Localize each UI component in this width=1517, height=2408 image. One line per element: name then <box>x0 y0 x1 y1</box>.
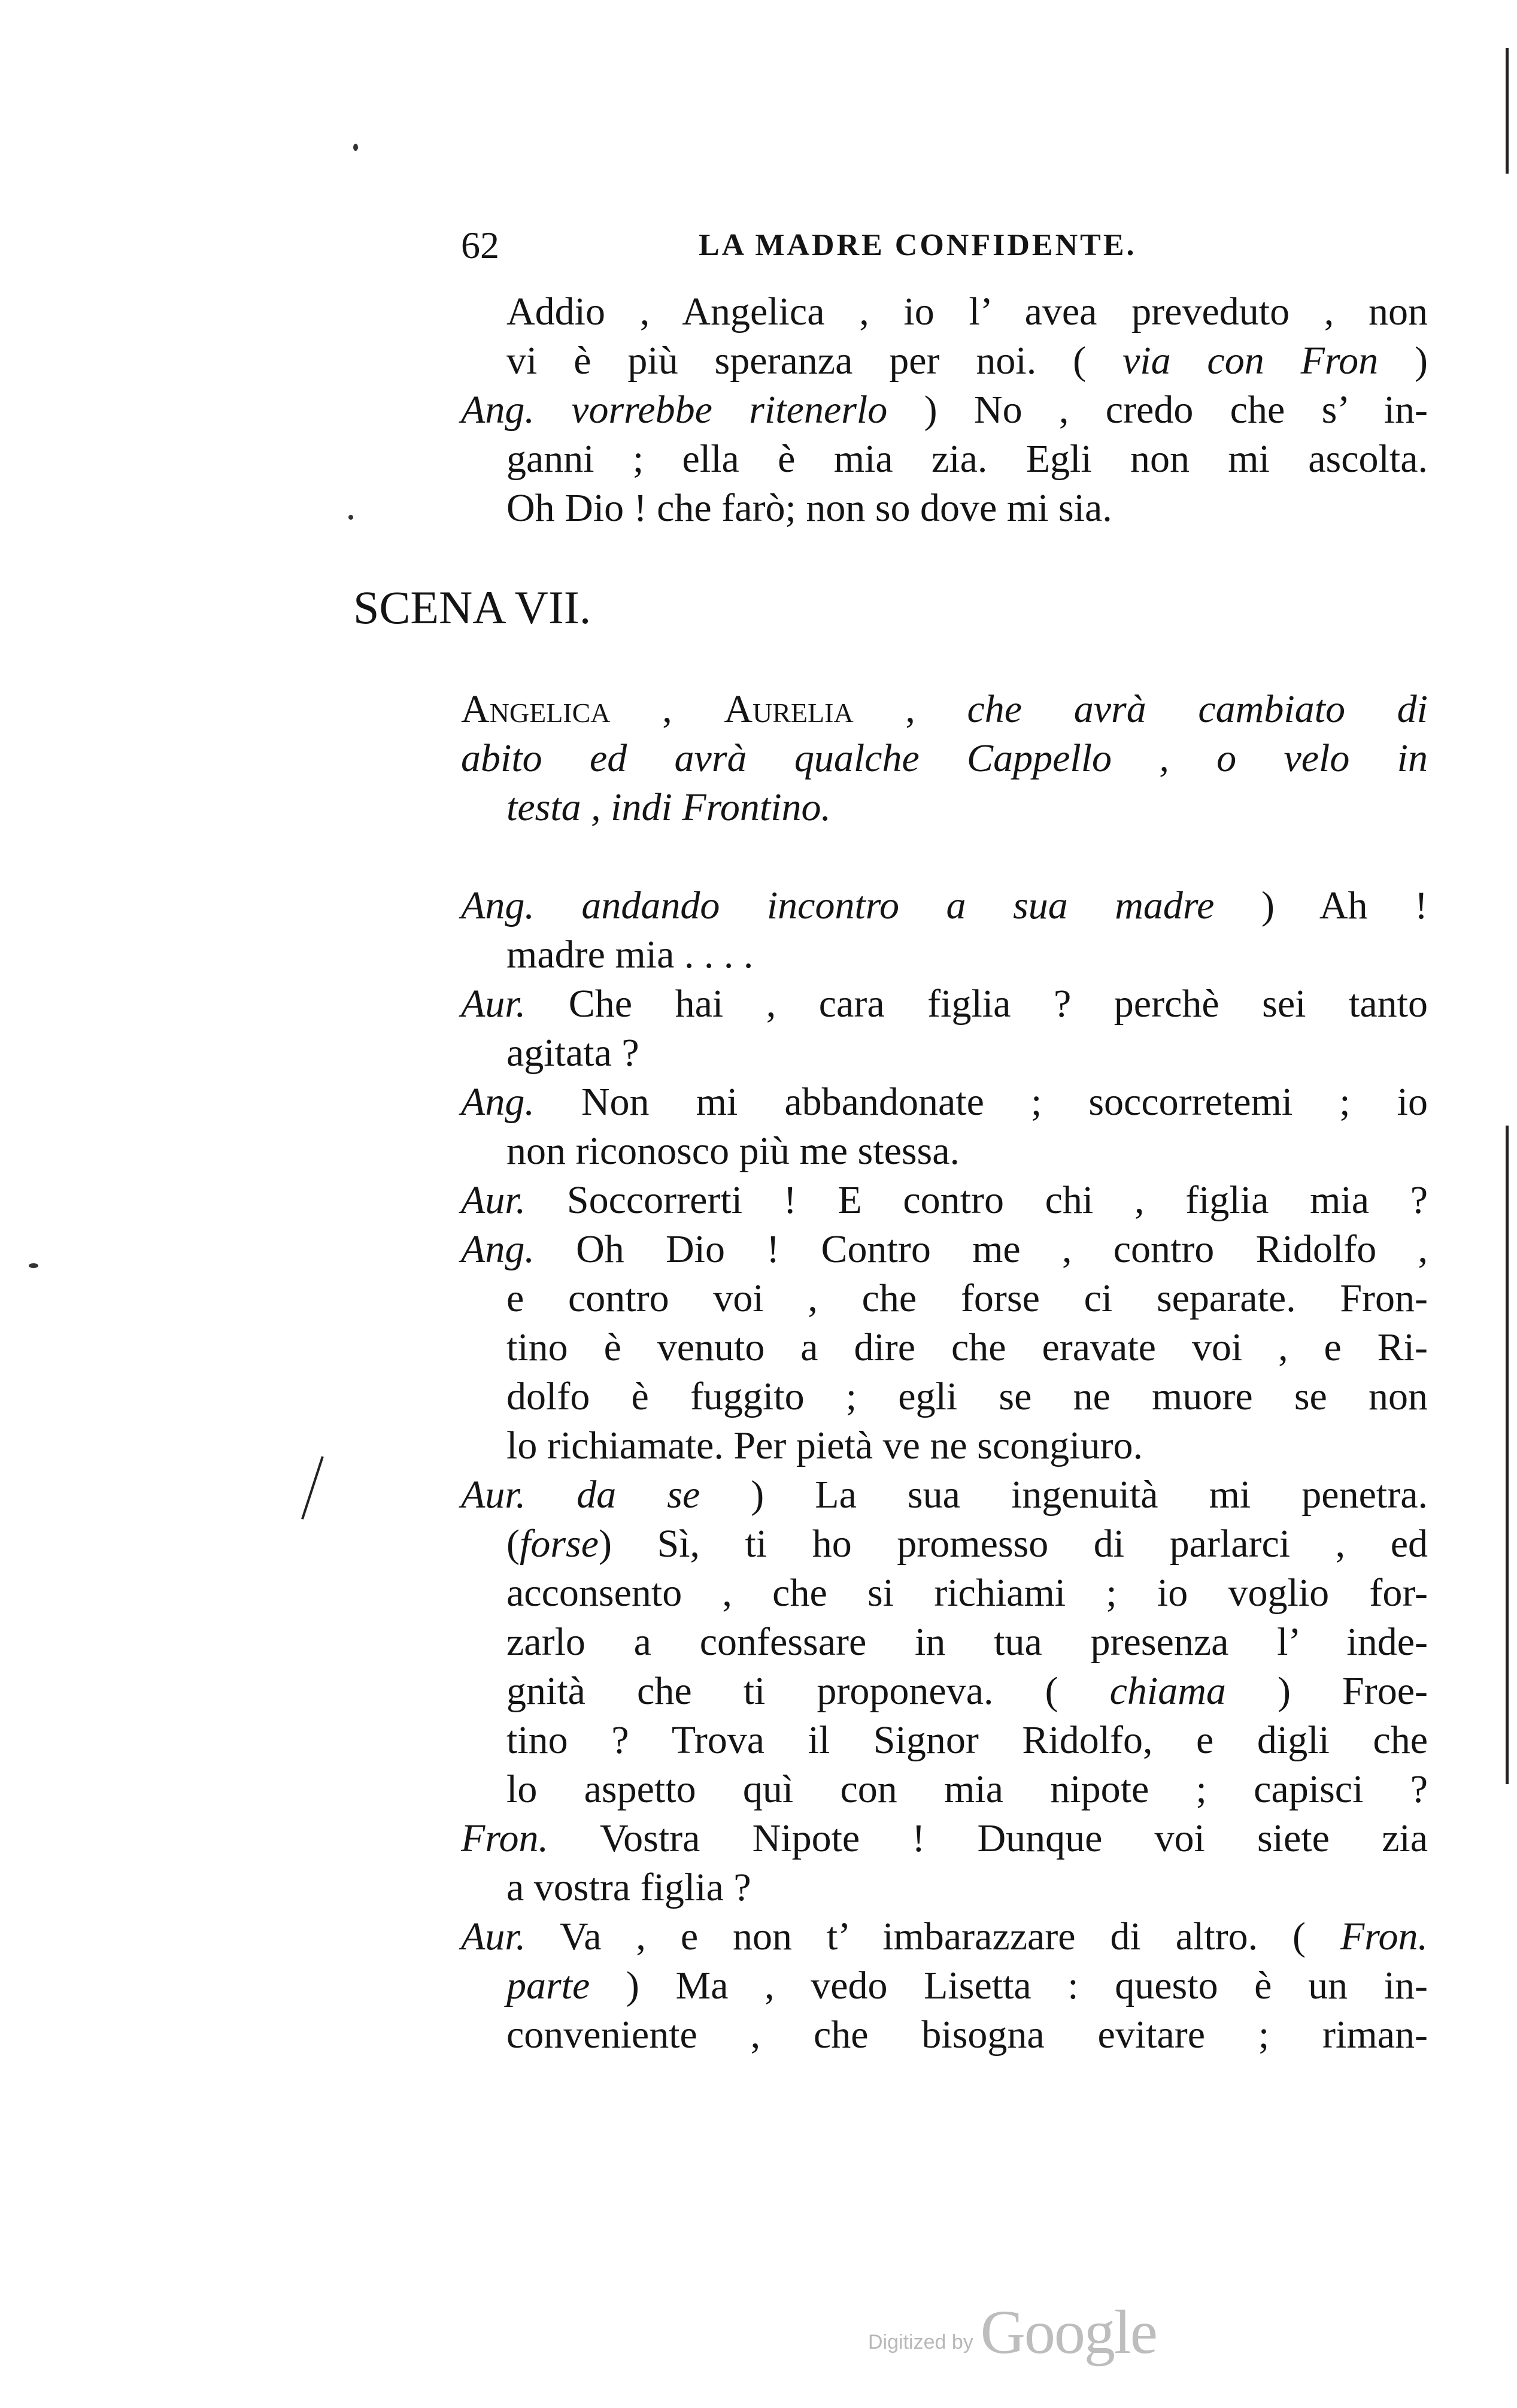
text-span: Va , e non t’ imbarazzare di altro. ( <box>526 1915 1340 1958</box>
text-line <box>461 386 1428 435</box>
text-span: non riconosco più me stessa. <box>506 1129 960 1173</box>
text-span: acconsento , che si richiami ; io voglio for- <box>506 1571 1428 1615</box>
scene-heading: SCENA VII. <box>353 581 591 633</box>
text-span: , <box>853 687 967 731</box>
italic-text: che avrà cambiato di <box>967 687 1428 731</box>
italic-text: Aur. <box>461 1178 526 1222</box>
running-title: LA MADRE CONFIDENTE. <box>699 228 1137 262</box>
text-span: agitata ? <box>506 1031 639 1075</box>
text-line <box>506 1421 1428 1470</box>
stray-mark <box>301 1456 324 1520</box>
text-span: lo richiamate. Per pietà ve ne scongiuro. <box>506 1424 1143 1467</box>
text-line <box>506 1716 1428 1765</box>
italic-text: Aur. <box>461 982 526 1026</box>
text-line <box>461 881 1428 930</box>
text-span: conveniente , che bisogna evitare ; riman- <box>506 2013 1428 2057</box>
text-span: Vostra Nipote ! Dunque voi siete zia <box>548 1816 1428 1860</box>
text-line <box>506 1520 1428 1569</box>
watermark-brand: Google <box>980 2298 1157 2367</box>
text-line <box>506 1863 1428 1912</box>
text-line <box>461 734 1428 783</box>
text-span: ) Sì, ti ho promesso di parlarci , ed <box>598 1522 1428 1566</box>
text-line <box>506 1274 1428 1323</box>
text-span: Addio , Angelica , io l’ avea preveduto , non <box>506 290 1428 333</box>
text-span: zarlo a confessare in tua presenza l’ inde- <box>506 1620 1428 1664</box>
italic-text: Aur. da se <box>461 1473 700 1517</box>
text-span: vi è più speranza per noi. ( <box>506 339 1122 383</box>
digitized-by-google-watermark <box>868 2298 1157 2367</box>
text-span: ) Ah ! <box>1214 884 1428 927</box>
text-span: ) No , credo che s’ in- <box>887 388 1428 432</box>
italic-text: parte <box>506 1964 590 2007</box>
text-line <box>506 1961 1428 2010</box>
text-span: tino ? Trova il Signor Ridolfo, e digli che <box>506 1718 1428 1762</box>
text-line <box>461 1078 1428 1127</box>
text-line <box>506 1618 1428 1667</box>
text-line <box>461 1470 1428 1520</box>
text-span: ) Ma , vedo Lisetta : questo è un in- <box>590 1964 1428 2007</box>
italic-text: forse <box>519 1522 599 1566</box>
italic-text: via con Fron <box>1122 339 1379 383</box>
text-span: ) Froe- <box>1225 1669 1428 1713</box>
text-span: Soccorrerti ! E contro chi , figlia mia ? <box>526 1178 1428 1222</box>
italic-text: Ang. andando incontro a sua madre <box>461 884 1215 927</box>
italic-text: Ang. <box>461 1227 535 1271</box>
text-span: madre mia . . . . <box>506 933 754 976</box>
text-span: ( <box>506 1522 520 1566</box>
text-line <box>506 2010 1428 2060</box>
text-line <box>506 1029 1428 1078</box>
page-edge-line <box>1506 48 1509 174</box>
text-span: Non mi abbandonate ; soccorretemi ; io <box>534 1080 1428 1124</box>
text-span: tino è venuto a dire che eravate voi , e Ri- <box>506 1326 1428 1369</box>
specks <box>348 515 353 520</box>
italic-text: Aur. <box>461 1915 526 1958</box>
text-span: ) <box>1378 339 1428 383</box>
character-name: Angelica <box>461 687 611 731</box>
text-span: a vostra figlia ? <box>506 1866 751 1909</box>
text-line <box>461 1176 1428 1225</box>
text-line <box>506 336 1428 386</box>
text-span: e contro voi , che forse ci separate. Fron- <box>506 1276 1428 1320</box>
text-line <box>506 930 1428 979</box>
italic-text: Ang. vorrebbe ritenerlo <box>461 388 888 432</box>
text-span: dolfo è fuggito ; egli se ne muore se non <box>506 1375 1428 1418</box>
text-line <box>506 1667 1428 1716</box>
italic-text: Ang. <box>461 1080 535 1124</box>
watermark-prefix: Digitized by <box>868 2331 973 2354</box>
specks <box>29 1263 38 1268</box>
text-line <box>506 783 1428 832</box>
text-span: gnità che ti proponeva. ( <box>506 1669 1110 1713</box>
italic-text: abito ed avrà qualche Cappello , o velo in <box>461 736 1428 780</box>
text-line <box>506 1372 1428 1421</box>
text-line <box>461 1912 1428 1961</box>
specks <box>353 144 358 151</box>
page-number: 62 <box>461 224 499 266</box>
italic-text: testa , indi Frontino. <box>506 786 832 829</box>
italic-text: Fron. <box>1340 1915 1428 1958</box>
text-line <box>506 1765 1428 1814</box>
text-line <box>461 979 1428 1029</box>
text-span: , <box>610 687 724 731</box>
text-line <box>461 1814 1428 1863</box>
page-edge-line <box>1506 1126 1509 1784</box>
text-line <box>506 1323 1428 1372</box>
text-span: ganni ; ella è mia zia. Egli non mi ascolta. <box>506 437 1428 481</box>
running-head <box>461 222 1428 269</box>
text-line <box>461 1225 1428 1274</box>
text-line <box>506 1569 1428 1618</box>
text-span: Oh Dio ! Contro me , contro Ridolfo , <box>534 1227 1428 1271</box>
text-span: Che hai , cara figlia ? perchè sei tanto <box>526 982 1428 1026</box>
text-line <box>461 685 1428 734</box>
text-span: ) La sua ingenuità mi penetra. <box>700 1473 1428 1517</box>
text-line <box>506 287 1428 336</box>
text-line <box>506 1127 1428 1176</box>
character-name: Aurelia <box>724 687 854 731</box>
text-span: Oh Dio ! che farò; non so dove mi sia. <box>506 486 1112 530</box>
text-line <box>506 484 1428 533</box>
text-line <box>506 435 1428 484</box>
italic-text: Fron. <box>461 1816 549 1860</box>
italic-text: chiama <box>1109 1669 1226 1713</box>
text-span: lo aspetto quì con mia nipote ; capisci ? <box>506 1767 1428 1811</box>
